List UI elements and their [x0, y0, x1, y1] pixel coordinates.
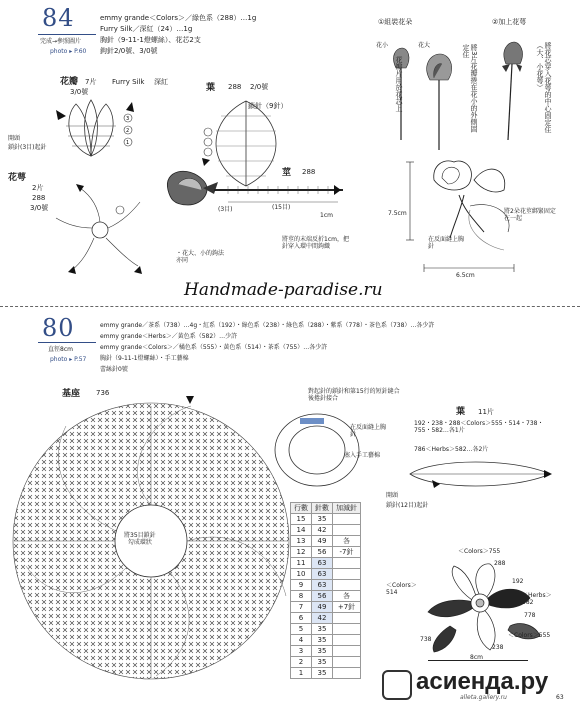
size-note: ・花大、小的鉤法 亦同: [176, 250, 225, 264]
table-cell: 42: [312, 525, 333, 536]
photo-ref-84: photo ▸ P.60: [50, 48, 87, 55]
leaf-color-84: 288: [228, 83, 242, 91]
table-cell: [333, 646, 361, 657]
table-cell: [333, 657, 361, 668]
table-cell: 10: [291, 569, 312, 580]
table-row: [291, 514, 361, 525]
table-row: [291, 558, 361, 569]
table-row: [291, 569, 361, 580]
assembly-step1-title: ①組裝花朵: [378, 18, 413, 26]
flower-label-c738: 738: [420, 636, 432, 643]
table-header: 加減針: [333, 503, 361, 514]
materials-84-0: emmy grande＜Colors＞／綠色系（288）…1g: [100, 14, 257, 22]
site-logo-icon: [382, 670, 412, 700]
table-cell: 2: [291, 657, 312, 668]
table-cell: 56: [312, 591, 333, 602]
stem-color: 288: [302, 168, 316, 176]
flower-label-dim: 8cm: [470, 654, 483, 661]
dim-width: 6.5cm: [456, 272, 475, 279]
table-cell: 35: [312, 657, 333, 668]
finish-size-80: 直徑8cm: [48, 346, 73, 353]
table-cell: [333, 558, 361, 569]
materials-80-3: 胸針（9-11-1燈螺絲）・手工藝棉: [100, 355, 189, 362]
table-cell: +7針: [333, 602, 361, 613]
stem-count-15: (15目): [272, 204, 291, 211]
flower-label-c192: 192: [512, 578, 524, 585]
base-color: 736: [96, 389, 110, 397]
leaf-title-80: 葉: [456, 407, 466, 417]
table-row: [291, 580, 361, 591]
footer-site: асиенда.ру: [416, 668, 549, 695]
ring-diagram: [272, 410, 362, 490]
flower-label-c778: 778: [524, 612, 536, 619]
table-cell: 13: [291, 536, 312, 547]
table-row: [291, 657, 361, 668]
flower-label-c288: 288: [494, 560, 506, 567]
dim-height: 7.5cm: [388, 210, 407, 217]
petal-title: 花瓣: [60, 77, 79, 87]
table-cell: -7針: [333, 547, 361, 558]
table-row: [291, 547, 361, 558]
table-cell: 7: [291, 602, 312, 613]
leaf-count-80: 11片: [478, 408, 494, 416]
pattern-number-80: 80: [42, 314, 75, 342]
table-cell: 5: [291, 624, 312, 635]
flower-label-c238: 238: [492, 644, 504, 651]
ring-note-top: 對起針的鎖針和第15行的短針縫合後捲針接合: [308, 388, 400, 402]
table-row: [291, 668, 361, 679]
table-cell: 9: [291, 580, 312, 591]
table-row: [291, 602, 361, 613]
flower-label-c555: ＜Colors＞555: [508, 632, 551, 639]
table-cell: 35: [312, 646, 333, 657]
rose-stem-diagram: [158, 160, 348, 230]
table-cell: 6: [291, 613, 312, 624]
petal-chain: 鎖針(3目)起針: [8, 144, 47, 151]
table-row: [291, 624, 361, 635]
table-cell: 12: [291, 547, 312, 558]
leaf-title-84: 葉: [206, 83, 216, 93]
number-underline: [38, 34, 96, 35]
flower-label-colors514: ＜Colors＞ 514: [386, 582, 417, 596]
petal-hook: 3/0號: [70, 88, 89, 96]
back-note: 在反面縫上胸針: [428, 236, 465, 250]
fix-note: 將2朵花莖綁緊固定在一起: [504, 208, 556, 222]
table-cell: 11: [291, 558, 312, 569]
ring-note-fill: 塞入手工藝棉: [344, 452, 381, 459]
calyx-count: 2片: [32, 184, 44, 192]
table-cell: 42: [312, 613, 333, 624]
table-row: [291, 536, 361, 547]
stem-note: 將莖的末端反折1cm，把針穿入環中間鉤織: [282, 236, 349, 250]
calyx-hook: 3/0號: [30, 204, 49, 212]
table-cell: [333, 569, 361, 580]
base-center-note: 將35目鎖針 勾成環狀: [124, 532, 156, 546]
materials-80-1: emmy grande＜Herbs＞／黃色系（582）…少許: [100, 333, 238, 340]
table-row: [291, 613, 361, 624]
table-cell: 1: [291, 668, 312, 679]
calyx-color: 288: [32, 194, 46, 202]
leaf-chain-note: 鎖針（9針）: [248, 102, 288, 110]
petal-diagram: [36, 96, 146, 166]
pattern-number-84: 84: [42, 4, 75, 32]
table-cell: 14: [291, 525, 312, 536]
svg-text:2: 2: [126, 128, 130, 134]
leaf-herbs-80: 786＜Herbs＞582…各2片: [414, 446, 489, 453]
table-cell: 各: [333, 536, 361, 547]
table-cell: 4: [291, 635, 312, 646]
table-cell: [333, 624, 361, 635]
calyx-diagram: [50, 180, 150, 280]
table-row: [291, 591, 361, 602]
note-a: 花瓣片用於花芯上: [395, 56, 403, 112]
leaf-colors-80: 192・238・288＜Colors＞555・514・738・755・582…各1片: [414, 420, 544, 434]
note-c: 將花芯穿入花萼的中心固定住（大、小花萼）: [536, 42, 552, 133]
svg-text:3: 3: [126, 116, 130, 122]
assembly-step2-title: ②加上花萼: [492, 18, 527, 26]
materials-84-1: Furry Silk／深紅（24）…1g: [100, 25, 193, 33]
table-row: [291, 635, 361, 646]
label-large-flower: 花大: [418, 42, 431, 49]
table-cell: [333, 635, 361, 646]
finish-size-84: 完成→參照圖片: [40, 38, 82, 45]
materials-84-2: 胸針（9-11-1燈螺絲）、花芯2支: [100, 36, 201, 44]
number-underline-80: [38, 342, 96, 343]
petal-yarn: Furry Silk: [112, 78, 145, 86]
stem-title: 莖: [282, 168, 292, 178]
table-row: [291, 525, 361, 536]
table-header: 行數: [291, 503, 312, 514]
table-cell: 3: [291, 646, 312, 657]
table-cell: 35: [312, 624, 333, 635]
table-cell: [333, 668, 361, 679]
table-cell: 8: [291, 591, 312, 602]
petal-color: 深紅: [154, 78, 168, 86]
photo-ref-80: photo ▸ P.57: [50, 356, 87, 363]
svg-text:1: 1: [126, 140, 130, 146]
leaf-chain-80: 鎖針(12目)起針: [386, 502, 429, 509]
stem-len: 1cm: [320, 212, 333, 219]
leaf-start-80: 開頭: [386, 492, 399, 499]
table-cell: 49: [312, 602, 333, 613]
ring-note-back: 在反面縫上胸針: [350, 424, 387, 438]
table-cell: 63: [312, 580, 333, 591]
stitch-count-table: [290, 502, 361, 679]
leaf-hook-84: 2/0號: [250, 83, 269, 91]
table-cell: [333, 514, 361, 525]
table-cell: 63: [312, 558, 333, 569]
page-number: 63: [556, 694, 564, 701]
table-header: 針數: [312, 503, 333, 514]
table-cell: [333, 525, 361, 536]
table-cell: [333, 613, 361, 624]
table-cell: 35: [312, 635, 333, 646]
table-cell: 各: [333, 591, 361, 602]
table-cell: [333, 580, 361, 591]
section-divider: [0, 306, 580, 307]
calyx-title: 花萼: [8, 173, 27, 183]
watermark: Handmade-paradise.ru: [184, 280, 383, 300]
footer-sub: alleta.gallery.ru: [460, 694, 507, 701]
materials-80-0: emmy grande／茶系（738）…4g・紅系（192）・綠色系（238）・綠色系（288）・紫系（778）・茶色系（738）…各少許: [100, 322, 435, 329]
base-title: 基座: [62, 389, 81, 399]
materials-80-2: emmy grande＜Colors＞／橘色系（555）・黃色系（514）・茶系（755）…各少許: [100, 344, 328, 351]
table-row: [291, 646, 361, 657]
flower-label-herbs582: ＜Herbs＞ 582: [522, 592, 552, 606]
table-cell: 35: [312, 668, 333, 679]
table-cell: 35: [312, 514, 333, 525]
petal-start: 開頭: [8, 135, 21, 142]
flower-label-c755: ＜Colors＞755: [458, 548, 501, 555]
materials-80-4: 蕾絲針0號: [100, 366, 128, 373]
table-cell: 63: [312, 569, 333, 580]
petal-count: 7片: [85, 78, 97, 86]
finished-flower-diagram: [420, 556, 550, 656]
label-small-flower: 花小: [376, 42, 389, 49]
table-cell: 49: [312, 536, 333, 547]
stem-count-3: (3目): [218, 206, 233, 213]
materials-84-3: 鉤針2/0號、3/0號: [100, 47, 158, 55]
table-cell: 56: [312, 547, 333, 558]
note-b: 將3片花瓣捲在花小的外側固定住: [462, 44, 478, 133]
leaf-diagram-80: [404, 456, 554, 492]
table-cell: 15: [291, 514, 312, 525]
